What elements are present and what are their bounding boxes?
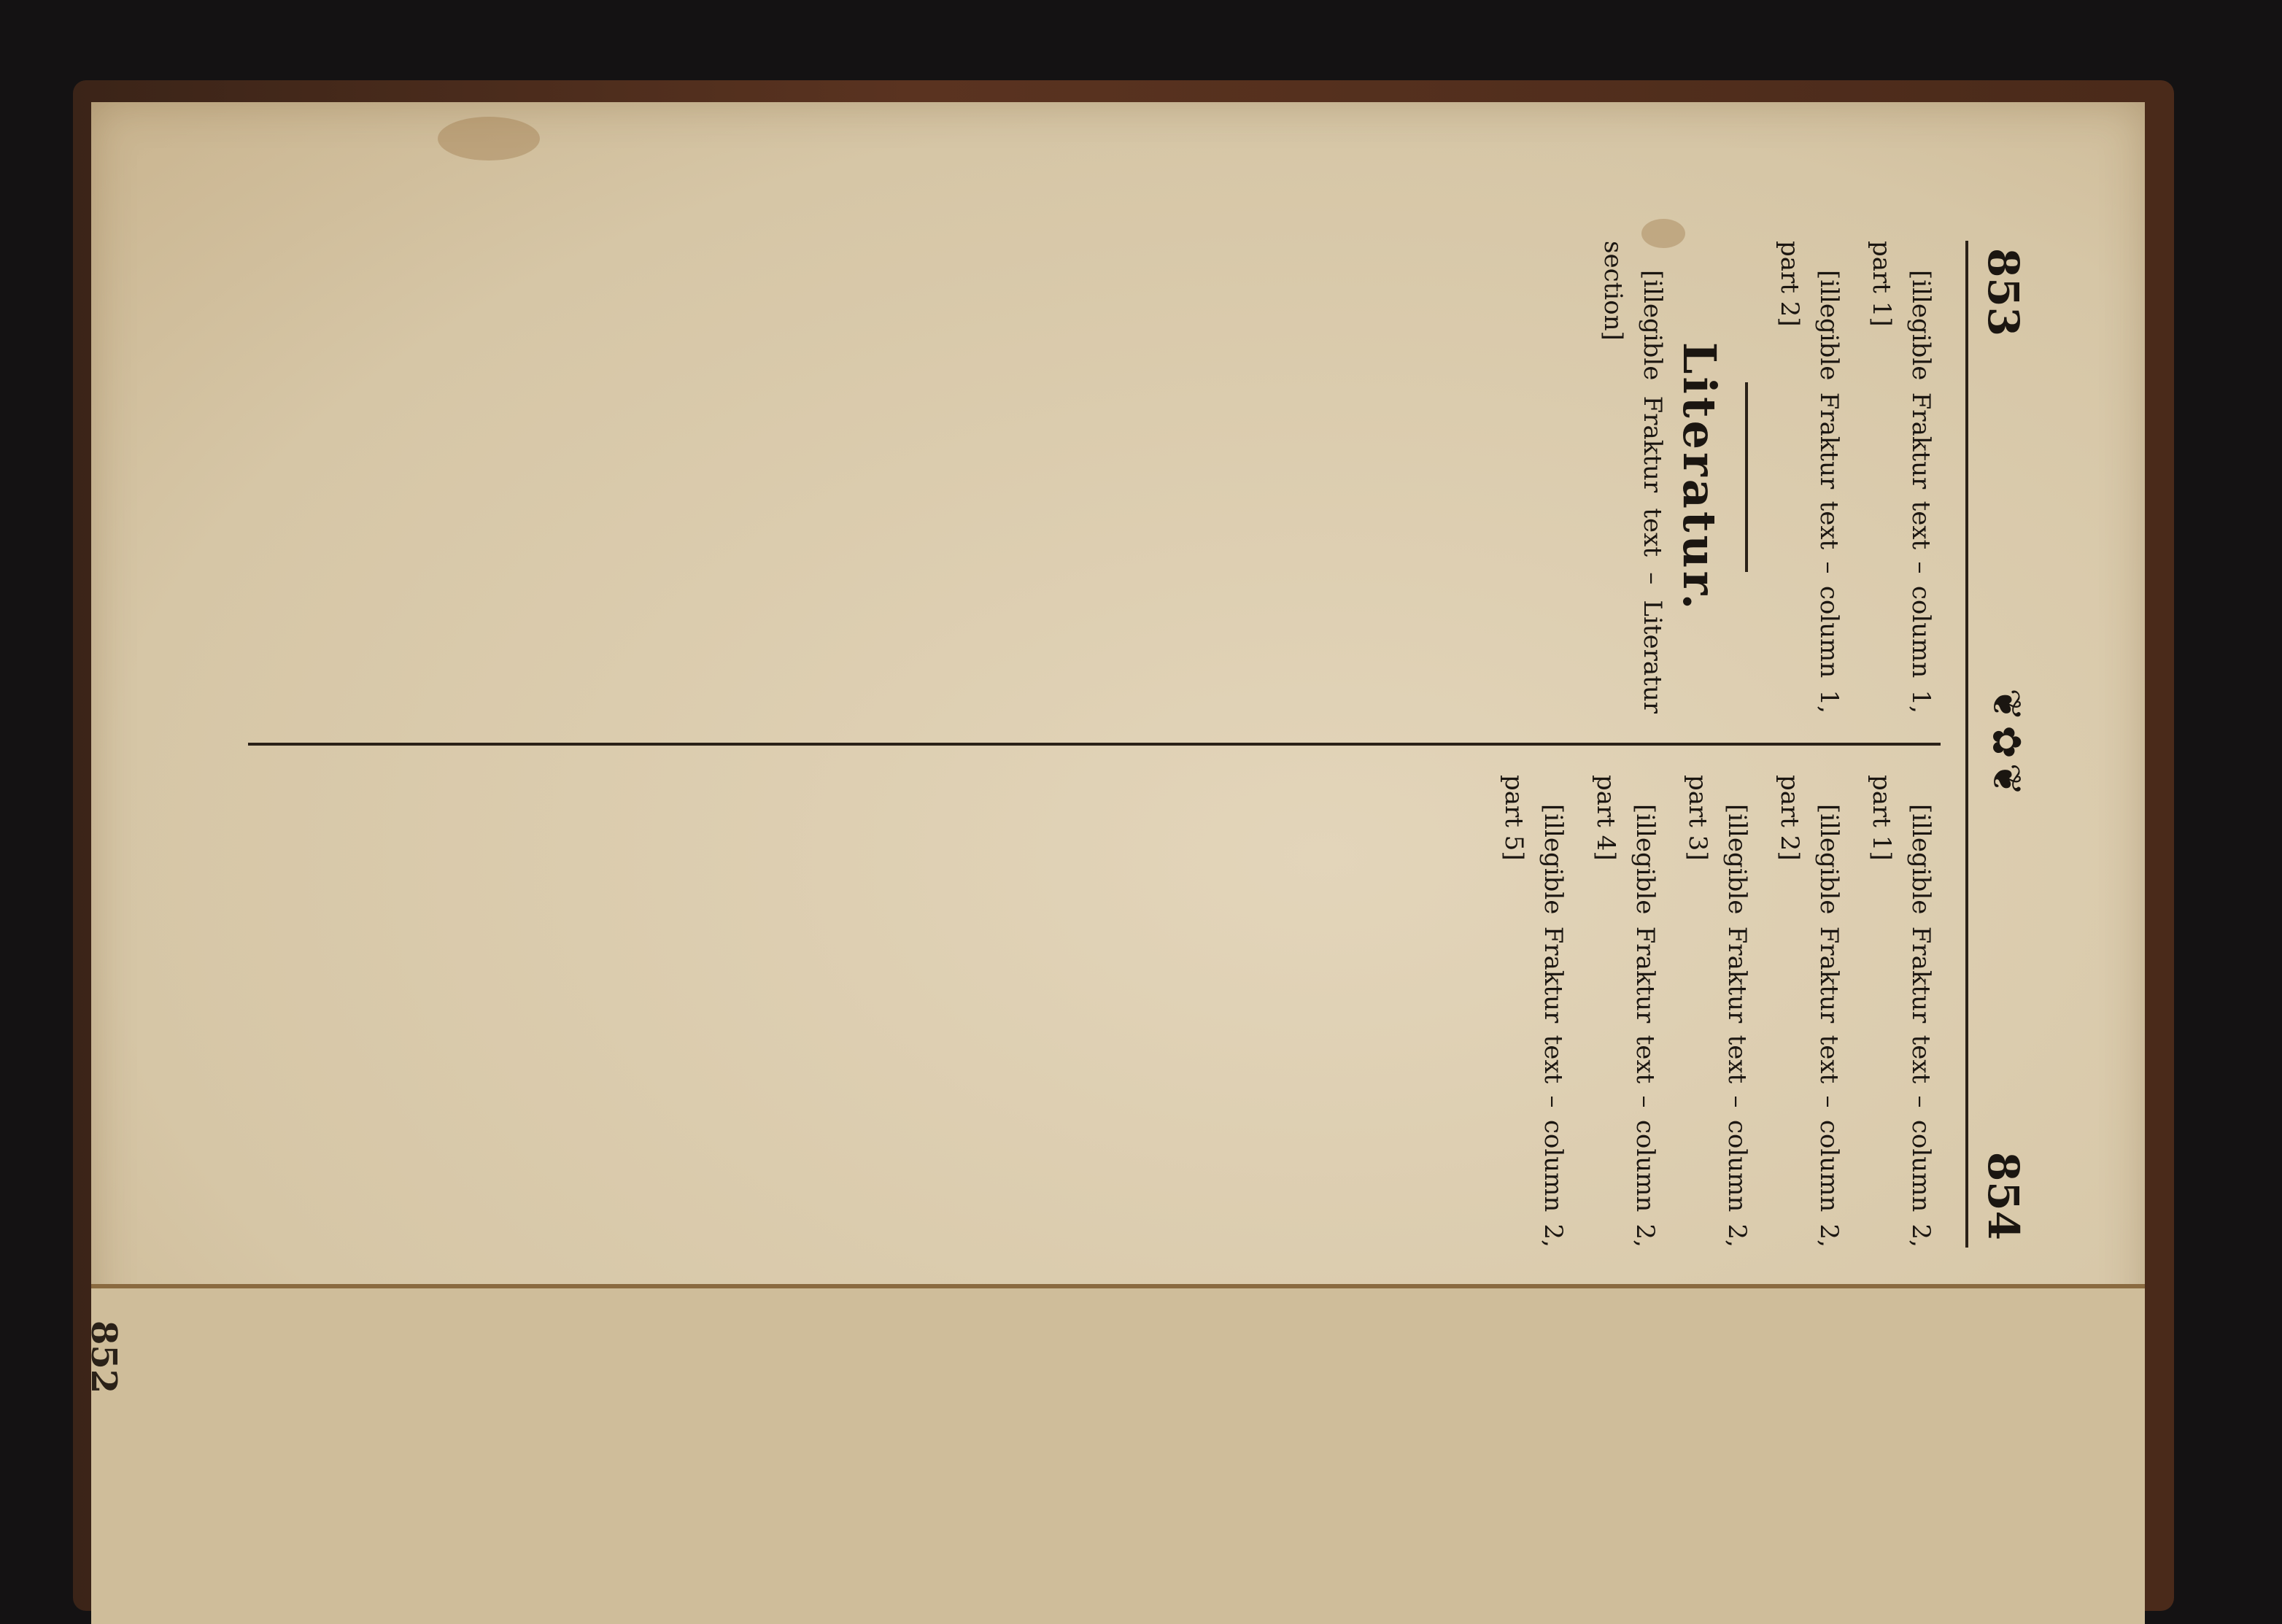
printed-sheet (226, 219, 2035, 1269)
right-column (248, 775, 1941, 1248)
column-divider (248, 743, 1941, 746)
paragraph: [illegible Fraktur text – column 2, part 3] (1683, 775, 1752, 1248)
paragraph: [illegible Fraktur text – column 2, part 2] (1775, 775, 1844, 1248)
page-stain (438, 117, 540, 161)
header-ornament: ❦✿❦ (1984, 688, 2030, 800)
running-head (1970, 219, 2035, 1269)
paragraph: [illegible Fraktur text – column 2, part 4] (1591, 775, 1660, 1248)
paragraph: [illegible Fraktur text – column 1, part 2] (1775, 241, 1844, 714)
previous-page-number: 852 (83, 1321, 124, 1394)
paragraph: [illegible Fraktur text – Literatur section] (1598, 241, 1667, 714)
previous-page-edge (83, 1291, 2086, 1598)
section-separator (1745, 382, 1748, 572)
text-columns (248, 241, 1941, 1248)
header-rule (1965, 241, 1968, 1248)
page-number-left: 853 (1979, 248, 2028, 337)
paragraph: [illegible Fraktur text – column 2, part 5] (1499, 775, 1568, 1248)
section-title: Literatur. (1673, 341, 1726, 613)
rotated-printed-page (226, 219, 2035, 1269)
left-column (248, 241, 1941, 714)
page-number-right: 854 (1979, 1151, 2028, 1240)
paragraph: [illegible Fraktur text – column 2, part 1] (1867, 775, 1935, 1248)
paragraph: [illegible Fraktur text – column 1, part 1] (1867, 241, 1935, 714)
